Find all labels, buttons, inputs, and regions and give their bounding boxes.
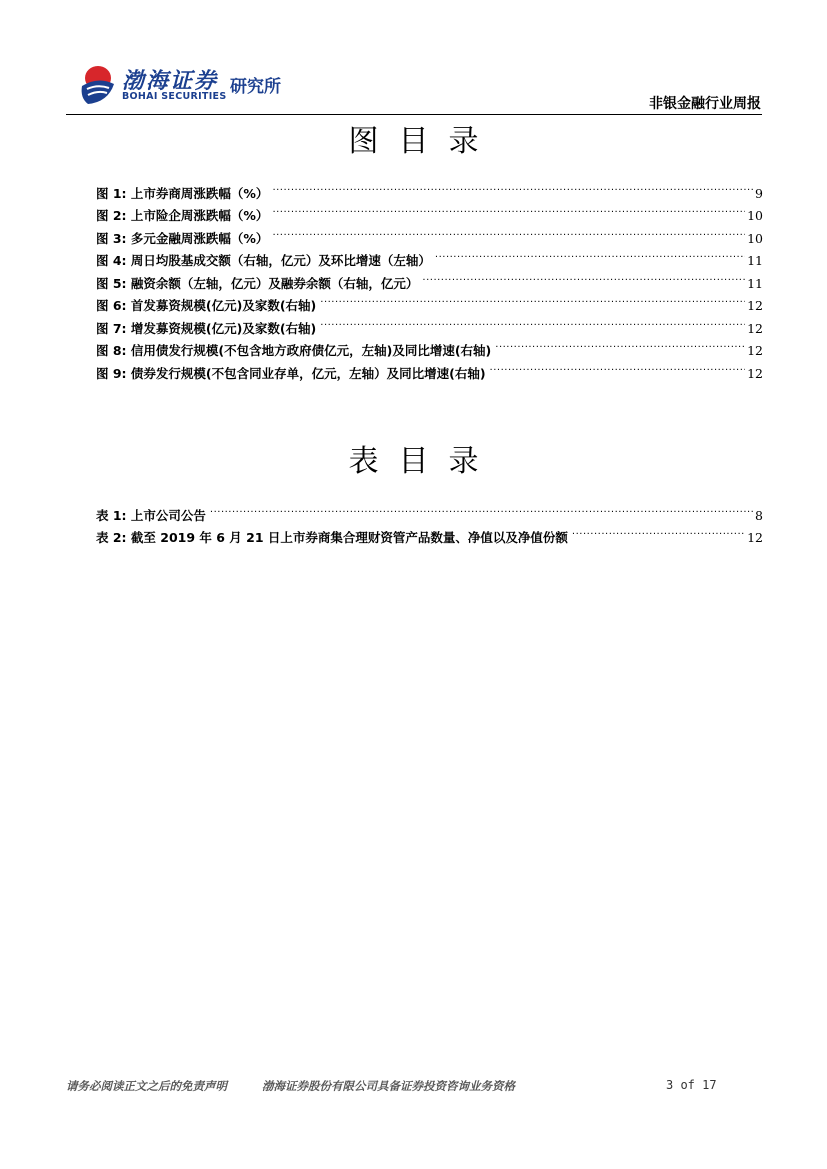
toc-entry-label: 图 3: 多元金融周涨跌幅（%） xyxy=(96,230,269,246)
toc-entry-label: 图 7: 增发募资规模(亿元)及家数(右轴) xyxy=(96,320,317,336)
logo-company-cn: 渤海证券 xyxy=(122,69,219,94)
toc-entry-page: 10 xyxy=(747,208,763,223)
toc-entry-label: 图 5: 融资余额（左轴，亿元）及融券余额（右轴，亿元） xyxy=(96,275,419,291)
figures-toc-title: 图目录 xyxy=(348,124,499,159)
toc-entry-page: 9 xyxy=(755,185,763,201)
toc-entry-label: 图 2: 上市险企周涨跌幅（%） xyxy=(96,208,269,223)
footer-qualification: 渤海证券股份有限公司具备证券投资咨询业务资格 xyxy=(262,1079,515,1093)
footer-disclaimer: 请务必阅读正文之后的免责声明 xyxy=(66,1079,227,1093)
toc-entry-label: 图 4: 周日均股基成交额（右轴，亿元）及环比增速（左轴） xyxy=(96,253,431,268)
toc-entry-page: 12 xyxy=(747,365,763,381)
toc-leader-dots xyxy=(320,288,745,311)
toc-leader-dots xyxy=(422,265,745,288)
toc-entry-label: 表 1: 上市公司公告 xyxy=(96,507,206,523)
toc-leader-dots xyxy=(572,520,745,543)
toc-entry-page: 8 xyxy=(755,507,763,523)
toc-entry-label: 图 6: 首发募资规模(亿元)及家数(右轴) xyxy=(96,298,317,313)
header-divider xyxy=(66,114,762,115)
toc-leader-dots xyxy=(435,243,745,266)
toc-leader-dots xyxy=(272,198,745,221)
toc-entry-label: 图 1: 上市券商周涨跌幅（%） xyxy=(96,185,269,201)
toc-entry-page: 12 xyxy=(747,343,763,358)
page-header xyxy=(0,0,827,118)
toc-leader-dots xyxy=(210,497,753,520)
toc-leader-dots xyxy=(490,355,746,378)
toc-leader-dots xyxy=(495,333,745,356)
toc-entry-figure-1[interactable] xyxy=(96,175,763,201)
bohai-logo-icon xyxy=(78,62,118,106)
toc-entry-page: 11 xyxy=(747,275,763,291)
toc-entry-table-1[interactable] xyxy=(96,497,763,523)
report-type: 非银金融行业周报 xyxy=(649,96,761,112)
toc-leader-dots xyxy=(272,175,753,198)
tables-toc-list xyxy=(96,497,763,545)
toc-entry-page: 12 xyxy=(747,298,763,313)
company-logo xyxy=(78,62,288,106)
toc-entry-page: 12 xyxy=(747,530,763,545)
toc-entry-page: 10 xyxy=(747,230,763,246)
footer-page-indicator: 3 of 17 xyxy=(666,1078,717,1092)
toc-entry-label: 图 8: 信用债发行规模(不包含地方政府债亿元，左轴)及同比增速(右轴) xyxy=(96,343,492,358)
toc-entry-label: 图 9: 债券发行规模(不包含同业存单，亿元，左轴）及同比增速(右轴) xyxy=(96,365,486,381)
toc-leader-dots xyxy=(320,310,745,333)
logo-company-en: BOHAI SECURITIES xyxy=(122,91,227,102)
toc-entry-page: 11 xyxy=(747,253,763,268)
logo-institute: 研究所 xyxy=(230,77,281,97)
page-footer xyxy=(0,1074,827,1098)
figures-toc-list xyxy=(96,175,763,381)
toc-entry-label: 表 2: 截至 2019 年 6 月 21 日上市券商集合理财资管产品数量、净值以及净值份额 xyxy=(96,530,568,545)
toc-leader-dots xyxy=(272,220,745,243)
tables-toc-title: 表目录 xyxy=(348,444,499,479)
toc-entry-page: 12 xyxy=(747,320,763,336)
